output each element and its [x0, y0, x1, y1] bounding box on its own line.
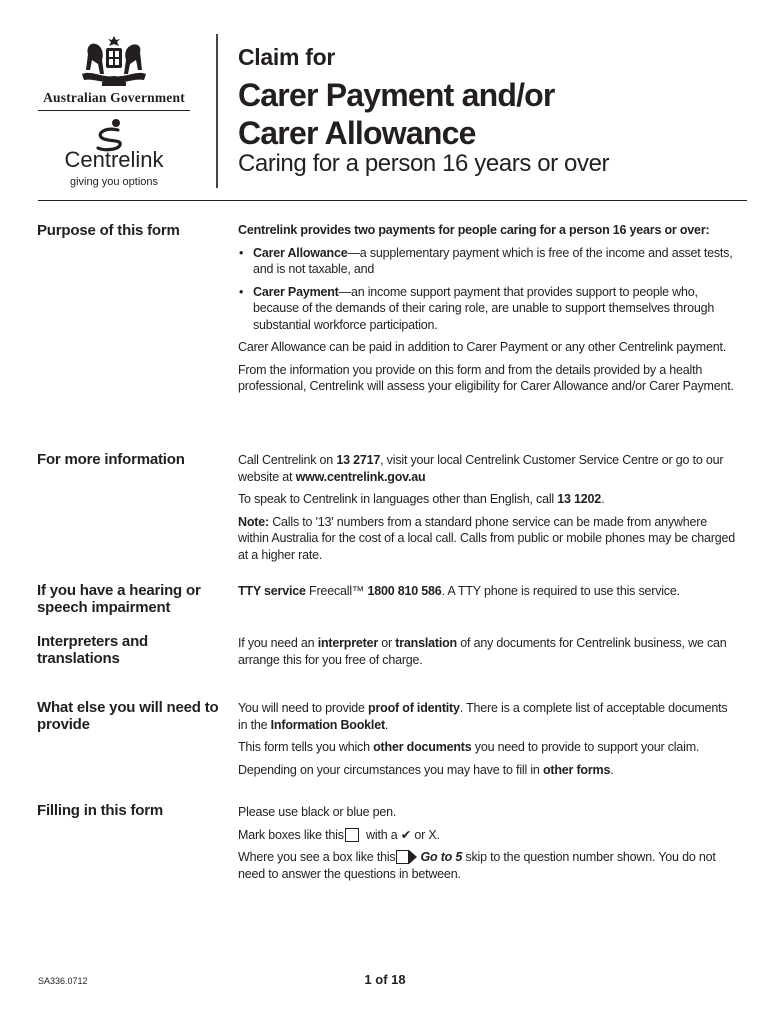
proof-of-identity-term: proof of identity — [368, 701, 460, 715]
text: of any documents for Centrelink business, we can arrange this for you free of charge. — [238, 636, 727, 667]
phone-number: 13 2717 — [336, 453, 381, 467]
interpreter-term: interpreter — [317, 636, 379, 650]
payment-list — [238, 245, 738, 334]
section-label-provide: What else you will need to provide — [37, 699, 219, 733]
other-forms-term: other forms — [542, 762, 611, 777]
section-interpreters — [238, 635, 738, 674]
text: skip to the question number shown. You do not need to answer the questions in between. — [238, 850, 716, 881]
translation-term: translation — [395, 636, 457, 650]
carer-payment-text: —an income support payment that provides support to people who, because of the demands of their caring role, are unable to support themselves through substantial workforce participation. — [253, 284, 715, 332]
section-filling — [238, 804, 738, 888]
section-label-hearing: If you have a hearing or speech impairment — [37, 582, 201, 616]
text: If you need an — [238, 636, 318, 650]
page-number: 1 of 18 — [364, 972, 406, 987]
title-claim-for: Claim for — [238, 44, 335, 70]
text: . — [610, 762, 614, 777]
text: . — [436, 827, 440, 842]
header-divider — [216, 34, 218, 188]
text: Where you see a box like this — [238, 850, 396, 864]
goto-instruction — [238, 849, 738, 882]
identity-paragraph — [238, 700, 738, 733]
carer-payment-term: Carer Payment — [253, 284, 339, 299]
section-label-more-info: For more information — [37, 451, 185, 468]
tty-label: TTY service — [238, 584, 306, 598]
header-rule — [38, 200, 747, 201]
documents-paragraph — [238, 739, 738, 756]
text: , visit your local Centrelink Customer Service Centre or go to our website at — [238, 453, 724, 484]
text: Call Centrelink on — [238, 453, 337, 467]
mark-instruction — [238, 827, 738, 844]
title-line-2: Carer Allowance — [238, 115, 476, 151]
government-name: Australian Government — [43, 90, 185, 105]
text: with a — [362, 827, 401, 842]
text: or — [411, 827, 429, 842]
text: or — [378, 636, 396, 650]
pen-instruction: Please use black or blue pen. — [238, 805, 397, 819]
carer-allowance-term: Carer Allowance — [253, 245, 348, 260]
carer-allowance-text: —a supplementary payment which is free of the income and asset tests, and is not taxable, and — [253, 245, 733, 276]
section-label-purpose: Purpose of this form — [37, 222, 180, 239]
contact-paragraph — [238, 452, 738, 485]
tty-paragraph — [238, 583, 738, 600]
purpose-paragraph-2: From the information you provide on this form and from the details provided by a health professional, Centrelink will assess your eligibility for Carer Allowance and/or Carer Payment. — [238, 362, 734, 393]
text: This form tells you which — [238, 740, 374, 754]
note-label: Note: — [238, 514, 269, 529]
purpose-paragraph-1: Carer Allowance can be paid in addition to Carer Payment or any other Centrelink payment. — [238, 340, 727, 354]
text: Freecall™ — [305, 584, 368, 598]
goto-label: Go to 5 — [420, 850, 463, 864]
website-link[interactable]: www.centrelink.gov.au — [295, 469, 426, 484]
text: . There is a complete list of acceptable documents in the — [238, 701, 728, 732]
title-line-1: Carer Payment and/or — [238, 77, 555, 113]
text: . — [384, 717, 389, 732]
text: You will need to provide — [238, 701, 369, 715]
language-phone-number: 13 1202 — [557, 492, 602, 506]
section-label-filling: Filling in this form — [37, 802, 163, 819]
centrelink-name: Centrelink — [64, 147, 164, 172]
tick-icon: ✔ — [400, 827, 412, 842]
section-more-info — [238, 452, 738, 569]
bullet-icon: • — [239, 245, 244, 260]
form-code: SA336.0712 — [38, 976, 88, 986]
bullet-icon: • — [239, 284, 244, 299]
list-item-carer-allowance — [238, 245, 738, 278]
text: To speak to Centrelink in languages other than English, call — [238, 492, 558, 506]
forms-paragraph — [238, 762, 738, 779]
goto-arrow-box-icon — [396, 850, 417, 864]
section-label-interpreters: Interpreters and translations — [37, 633, 148, 667]
text: . A TTY phone is required to use this service. — [441, 584, 680, 598]
other-documents-term: other documents — [373, 740, 472, 754]
tty-phone-number: 1800 810 586 — [367, 584, 442, 598]
text: you need to provide to support your claim. — [471, 740, 700, 754]
section-provide — [238, 700, 738, 784]
text: Calls to '13' numbers from a standard phone service can be made from anywhere within Australia for the cost of a local call. Calls from public or mobile phones may be charged at a higher rate. — [238, 514, 736, 562]
centrelink-tagline: giving you options — [69, 176, 159, 188]
purpose-intro: Centrelink provides two payments for people caring for a person 16 years or over: — [238, 223, 710, 237]
interpreter-paragraph — [238, 635, 738, 668]
section-purpose — [238, 222, 738, 401]
information-booklet-term: Information Booklet — [270, 717, 385, 732]
form-subtitle: Caring for a person 16 years or over — [238, 150, 610, 177]
text: Depending on your circumstances you may have to fill in — [238, 762, 543, 777]
example-checkbox-icon — [345, 828, 359, 842]
language-paragraph — [238, 491, 738, 508]
text: . — [601, 492, 605, 506]
coat-of-arms-icon — [76, 34, 152, 92]
government-divider — [38, 110, 190, 111]
cross-icon: X — [428, 827, 437, 842]
note-paragraph — [238, 514, 738, 564]
list-item-carer-payment — [238, 284, 738, 334]
section-hearing — [238, 583, 738, 606]
text: Mark boxes like this — [238, 827, 344, 842]
